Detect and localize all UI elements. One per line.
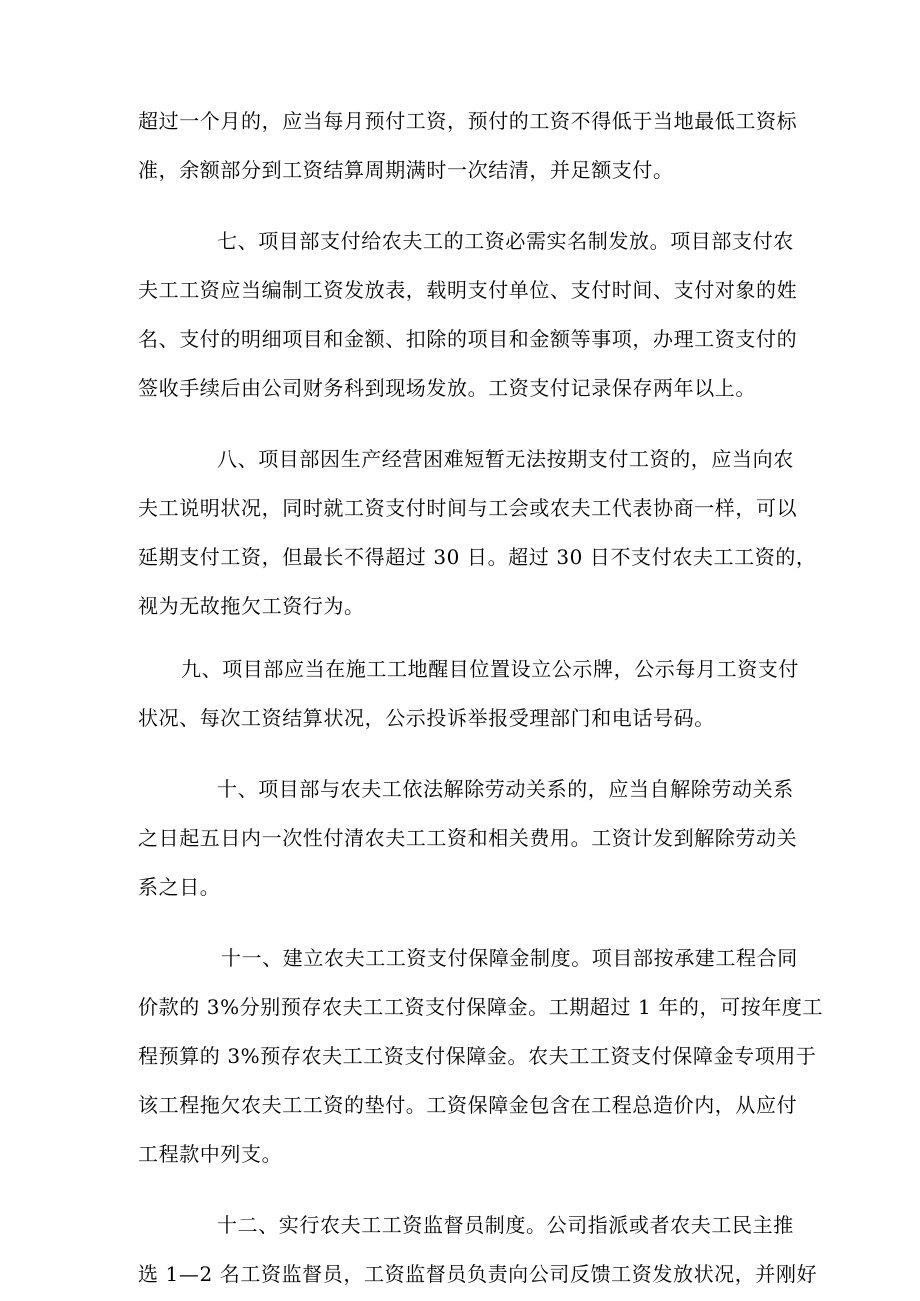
paragraph-line: 之日起五日内一次性付清农夫工工资和相关费用。工资计发到解除劳动关 <box>138 826 798 850</box>
paragraph-line: 视为无故拖欠工资行为。 <box>138 594 365 618</box>
paragraph-line: 夫工工资应当编制工资发放表，载明支付单位、支付时间、支付对象的姓 <box>138 278 798 302</box>
paragraph-line: 夫工说明状况，同时就工资支付时间与工会或农夫工代表协商一样，可以 <box>138 496 798 520</box>
paragraph-10-heading-line: 十、项目部与农夫工依法解除劳动关系的，应当自解除劳动关系 <box>217 777 794 801</box>
paragraph-line: 延期支付工资，但最长不得超过 30 日。超过 30 日不支付农夫工工资的， <box>138 545 817 569</box>
paragraph-line: 工程款中列支。 <box>138 1142 283 1166</box>
paragraph-line: 超过一个月的，应当每月预付工资，预付的工资不得低于当地最低工资标 <box>138 109 798 133</box>
paragraph-7-heading-line: 七、项目部支付给农夫工的工资必需实名制发放。项目部支付农 <box>217 229 794 253</box>
paragraph-line: 准，余额部分到工资结算周期满时一次结清，并足额支付。 <box>138 158 674 182</box>
paragraph-12-heading-line: 十二、实行农夫工工资监督员制度。公司指派或者农夫工民主推 <box>217 1213 794 1237</box>
paragraph-11-heading-line: 十一、建立农夫工工资支付保障金制度。项目部按承建工程合同 <box>221 946 798 970</box>
paragraph-line: 签收手续后由公司财务科到现场发放。工资支付记录保存两年以上。 <box>138 376 756 400</box>
paragraph-line: 程预算的 3%预存农夫工工资支付保障金。农夫工工资支付保障金专项用于 <box>138 1044 817 1068</box>
paragraph-8-heading-line: 八、项目部因生产经营困难短暂无法按期支付工资的，应当向农 <box>217 447 794 471</box>
paragraph-line: 价款的 3%分别预存农夫工工资支付保障金。工期超过 1 年的，可按年度工 <box>138 995 824 1019</box>
paragraph-line: 选 1—2 名工资监督员，工资监督员负责向公司反馈工资发放状况，并刚好 <box>138 1262 818 1286</box>
paragraph-line: 状况、每次工资结算状况，公示投诉举报受理部门和电话号码。 <box>138 706 715 730</box>
paragraph-line: 该工程拖欠农夫工工资的垫付。工资保障金包含在工程总造价内，从应付 <box>138 1093 798 1117</box>
paragraph-line: 名、支付的明细项目和金额、扣除的项目和金额等事项，办理工资支付的 <box>138 327 798 351</box>
paragraph-9-heading-line: 九、项目部应当在施工工地醒目位置设立公示牌，公示每月工资支付 <box>181 657 799 681</box>
paragraph-line: 系之日。 <box>138 875 221 899</box>
